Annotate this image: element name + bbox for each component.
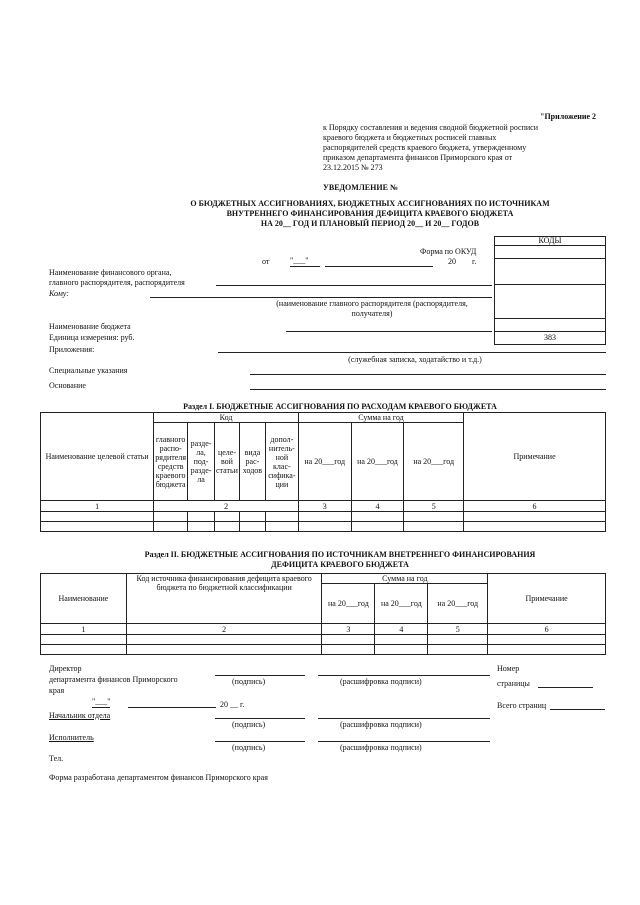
col-name: Наименование целевой статьи [41, 413, 154, 501]
col-note: Примечание [464, 413, 606, 501]
special-label: Специальные указания [49, 366, 128, 375]
date-from: от [262, 257, 270, 266]
num-cell: 6 [464, 501, 606, 512]
codes-label: КОДЫ [538, 236, 562, 245]
col-year2: на 20___год [375, 584, 428, 624]
sign-hint: (подпись) [232, 743, 266, 752]
num-cell: 6 [488, 624, 606, 635]
executor-label: Исполнитель [49, 733, 94, 742]
decode-hint: (расшифровка подписи) [340, 677, 422, 686]
section1-table [40, 412, 606, 532]
section2-title: ДЕФИЦИТА КРАЕВОГО БЮДЖЕТА [271, 560, 409, 569]
to-label: Кому: [49, 289, 69, 298]
notice-heading-line: О БЮДЖЕТНЫХ АССИГНОВАНИЯХ, БЮДЖЕТНЫХ АССИГНОВАНИЯХ ПО ИСТОЧНИКАМ [190, 199, 550, 208]
date-g: г. [472, 257, 477, 266]
page-num-label: страницы [497, 679, 530, 688]
col-year3: на 20___год [404, 423, 464, 501]
appendix-line: приказом департамента финансов Приморского края от [323, 153, 513, 162]
date-year: 20 [448, 257, 456, 266]
col-gr: главного распо- рядителя средств краевого бюджета [154, 423, 188, 501]
section1-title: Раздел I. БЮДЖЕТНЫЕ АССИГНОВАНИЯ ПО РАСХОДАМ КРАЕВОГО БЮДЖЕТА [183, 402, 497, 411]
total-pages-label: Всего страниц [497, 701, 547, 710]
num-cell: 4 [375, 624, 428, 635]
num-cell: 3 [322, 624, 375, 635]
col-code: Код [154, 413, 299, 423]
recipient-hint: получателя) [351, 309, 393, 318]
num-cell: 2 [126, 624, 322, 635]
table-row [41, 635, 606, 645]
col-sum: Сумма на год [298, 413, 463, 423]
num-cell: 4 [351, 501, 404, 512]
decode-hint: (расшифровка подписи) [340, 743, 422, 752]
decode-hint: (расшифровка подписи) [340, 720, 422, 729]
director-label: края [49, 686, 65, 695]
date-quote: "___" [290, 256, 309, 265]
notice-heading-line: НА 20__ ГОД И ПЛАНОВЫЙ ПЕРИОД 20__ И 20__ ГОДОВ [260, 219, 480, 228]
head-dept-label: Начальник отдела [49, 711, 111, 720]
section2-table [40, 573, 606, 655]
sign-date-quote: "___" [92, 697, 111, 706]
num-cell: 1 [41, 624, 127, 635]
attachments-label: Приложения: [49, 345, 95, 354]
table-row [41, 522, 606, 532]
finance-org-label: Наименование финансового органа, [49, 268, 172, 277]
appendix-line: 23.12.2015 № 273 [323, 163, 383, 172]
col-vid: вида рас- ходов [239, 423, 265, 501]
col-year3: на 20___год [428, 584, 488, 624]
num-cell: 3 [298, 501, 351, 512]
table-row [41, 645, 606, 655]
okud-label: Форма по ОКУД [420, 247, 477, 256]
phone-label: Тел. [49, 754, 64, 763]
basis-label: Основание [49, 381, 86, 390]
unit-label: Единица измерения: руб. [49, 333, 135, 342]
sign-date-year: 20 __ г. [220, 700, 245, 709]
notice-heading-line: ВНУТРЕННЕГО ФИНАНСИРОВАНИЯ ДЕФИЦИТА КРАЕВОГО БЮДЖЕТА [226, 209, 514, 218]
appendix-line: к Порядку составления и ведения сводной бюджетной росписи [323, 123, 538, 132]
table-row [41, 512, 606, 522]
sign-hint: (подпись) [232, 720, 266, 729]
col-sum: Сумма на год [322, 574, 488, 584]
col-razdel: разде- ла, под- разде- ла [188, 423, 215, 501]
director-label: департамента финансов Приморского [49, 675, 178, 684]
budget-name-label: Наименование бюджета [49, 322, 131, 331]
appendix-line: краевого бюджета и бюджетных росписей главных [323, 133, 497, 142]
num-cell: 5 [428, 624, 488, 635]
attachments-hint: (служебная записка, ходатайство и т.д.) [348, 355, 482, 364]
col-year2: на 20___год [351, 423, 404, 501]
section2-title: Раздел II. БЮДЖЕТНЫЕ АССИГНОВАНИЯ ПО ИСТОЧНИКАМ ВНЕТРЕННЕГО ФИНАНСИРОВАНИЯ [144, 550, 536, 559]
director-label: Директор [49, 664, 82, 673]
appendix-line: распорядителей средств краевого бюджета, утвержденному [323, 143, 527, 152]
col-year1: на 20___год [322, 584, 375, 624]
appendix-title: "Приложение 2 [540, 112, 597, 121]
notice-title: УВЕДОМЛЕНИЕ № [323, 183, 398, 192]
col-year1: на 20___год [298, 423, 351, 501]
footer-note: Форма разработана департаментом финансов Приморского края [49, 773, 268, 782]
page-num-label: Номер [497, 664, 520, 673]
num-cell: 1 [41, 501, 154, 512]
codes-column [494, 245, 606, 345]
num-cell: 2 [154, 501, 299, 512]
recipient-hint: (наименование главного распорядителя (распорядителя, [276, 299, 468, 308]
col-dop: допол- нитель- ной клас- сифика- ции [265, 423, 298, 501]
sign-hint: (подпись) [232, 677, 266, 686]
col-name: Наименование [41, 574, 127, 624]
col-code: Код источника финансирования дефицита краевого бюджета по бюджетной классификации [126, 574, 322, 624]
num-cell: 5 [404, 501, 464, 512]
unit-code: 383 [544, 333, 556, 342]
col-target: целе- вой статьи [214, 423, 239, 501]
finance-org-label: главного распорядителя, распорядителя [49, 278, 185, 287]
col-note: Примечание [488, 574, 606, 624]
